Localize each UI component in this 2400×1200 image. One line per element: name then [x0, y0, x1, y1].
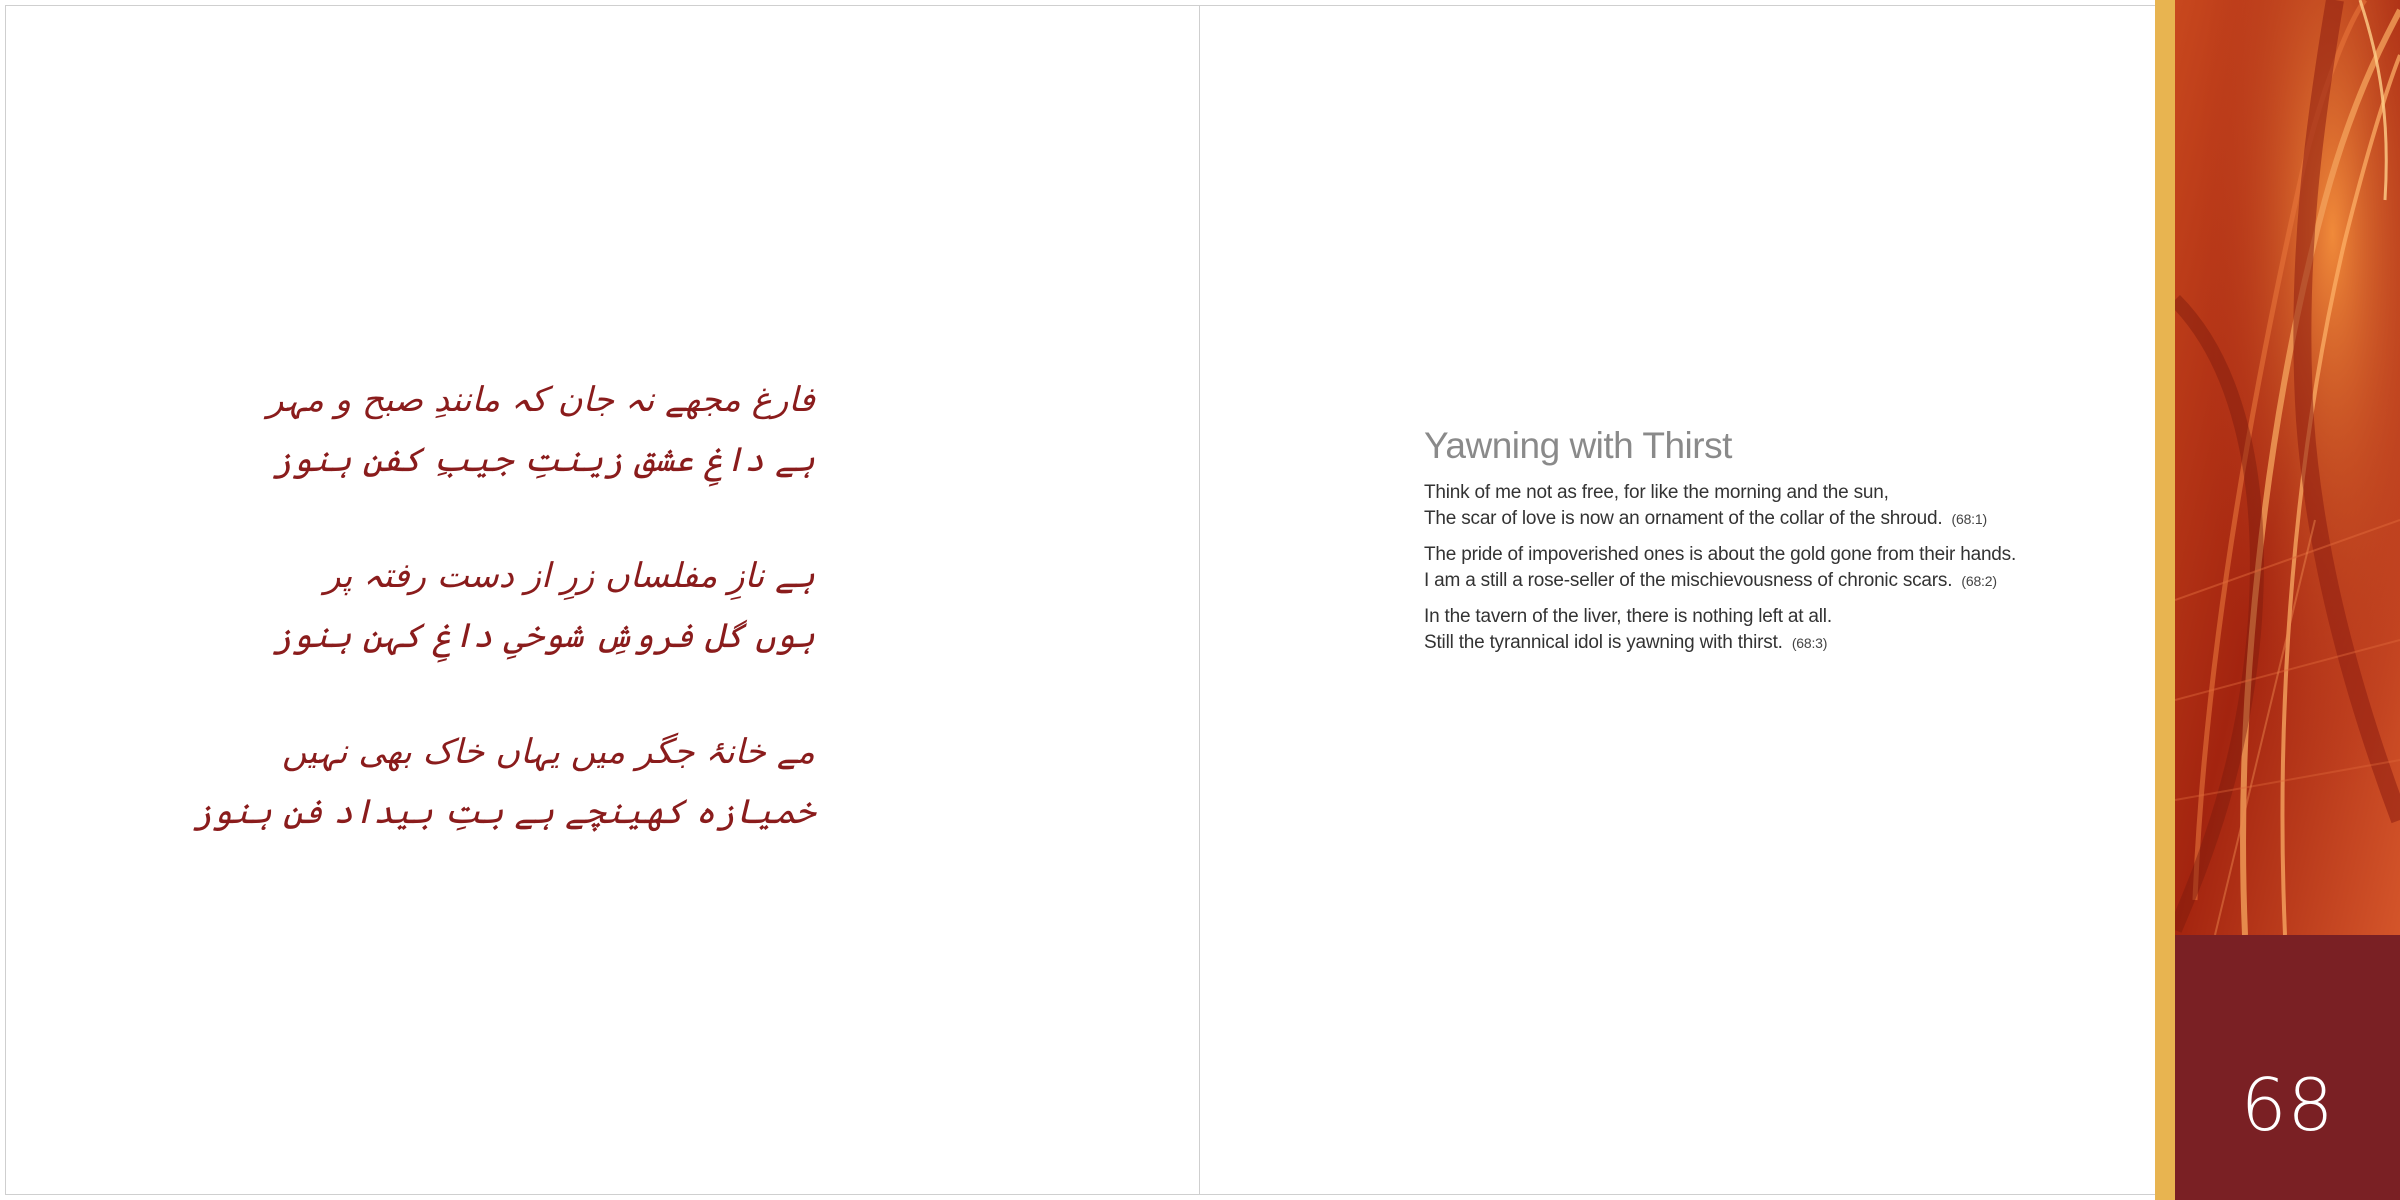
page-number: 68	[2240, 1063, 2335, 1147]
urdu-line: ہے نازِ مفلساں زرِ از دست رفتہ پر	[324, 556, 815, 596]
poem-stanza-3	[1424, 604, 2124, 656]
poem-line-text: The scar of love is now an ornament of the collar of the shroud.	[1424, 508, 1943, 529]
verse-reference: (68:2)	[1961, 573, 1997, 589]
verse-reference: (68:3)	[1791, 635, 1828, 651]
urdu-line: مے خانۂ جگر میں یہاں خاک بھی نہیں	[282, 732, 815, 772]
english-poem	[1424, 424, 2124, 666]
gold-edge-strip	[2155, 0, 2175, 1200]
poem-line	[1424, 506, 2124, 532]
poem-line: The pride of impoverished ones is about the gold gone from their hands.	[1424, 544, 2017, 565]
poem-line-text: I am a still a rose-seller of the mischievousness of chronic scars.	[1424, 570, 1953, 591]
urdu-couplet-3	[192, 722, 815, 842]
poem-line: Think of me not as free, for like the morning and the sun,	[1424, 482, 1889, 503]
urdu-verses	[192, 370, 815, 898]
poem-title: Yawning with Thirst	[1424, 425, 1732, 466]
poem-line: In the tavern of the liver, there is nothing left at all.	[1424, 606, 1832, 627]
poem-line	[1424, 568, 2124, 594]
urdu-couplet-1	[267, 370, 815, 490]
poem-stanza-2	[1424, 542, 2124, 594]
urdu-line: خمیازہ کھینچے ہے بتِ بیداد فن ہنوز	[192, 792, 815, 832]
verse-reference: (68:1)	[1951, 511, 1987, 527]
poem-stanza-1	[1424, 480, 2124, 532]
page-number-box	[2175, 935, 2400, 1200]
urdu-couplet-2	[272, 546, 815, 666]
poem-line-text: Still the tyrannical idol is yawning with thirst.	[1424, 632, 1783, 653]
painting-icon	[2175, 0, 2400, 935]
abstract-painting-image	[2175, 0, 2400, 935]
urdu-line: ہے داغِ عشق زینتِ جیبِ کفن ہنوز	[272, 440, 815, 480]
poem-line	[1424, 630, 2124, 656]
urdu-line: فارغ مجھے نہ جان کہ مانندِ صبح و مہر	[267, 380, 815, 420]
urdu-line: ہوں گل فروشِ شوخیِ داغِ کہن ہنوز	[272, 616, 815, 656]
